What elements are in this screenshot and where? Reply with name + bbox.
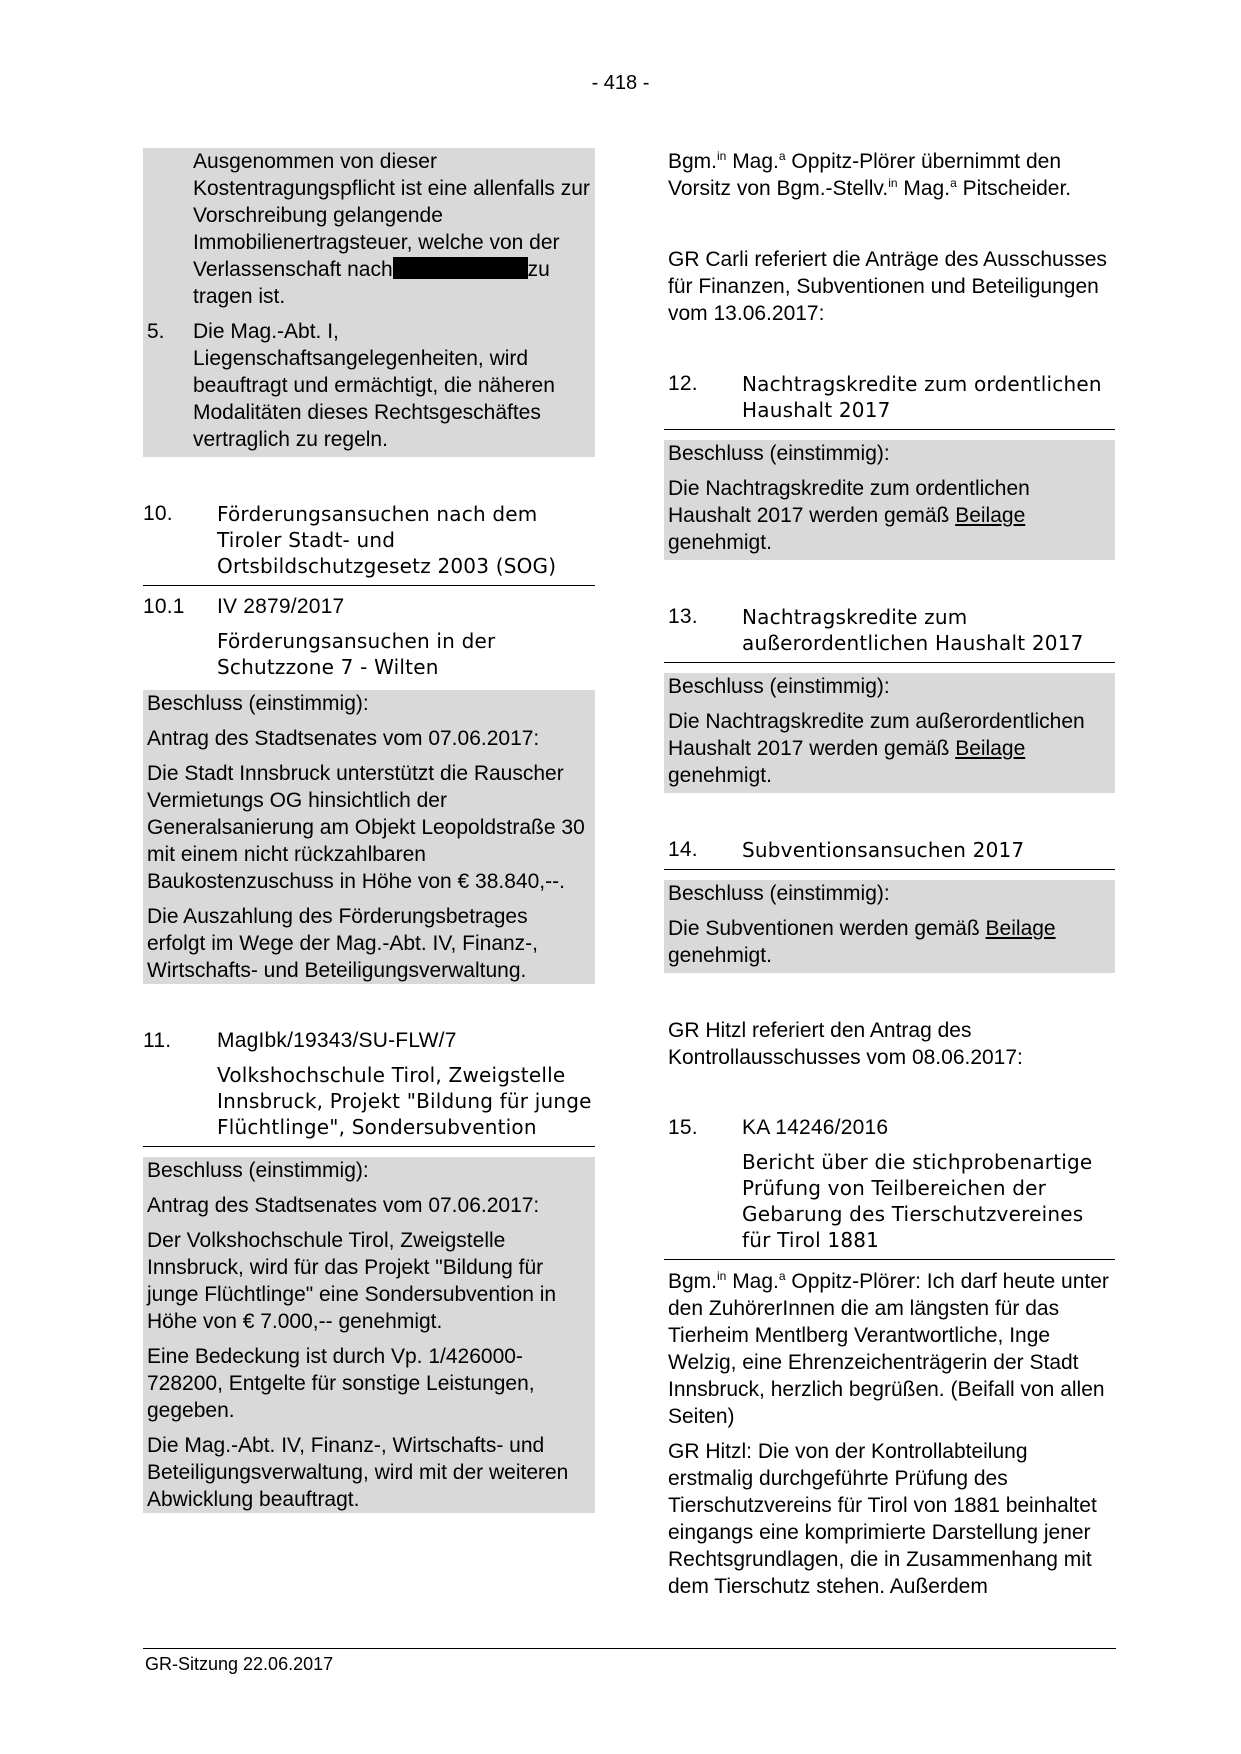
- section-14-heading: 14. Subventionsansuchen 2017: [668, 838, 1025, 862]
- section-10-1-ref: 10.1 IV 2879/2017: [143, 595, 345, 618]
- section-11-title: Volkshochschule Tirol, Zweigstelle Innsbruck, Projekt "Bildung für junge Flüchtlinge", Sondersubvention: [217, 1063, 592, 1139]
- decision-paragraph: Die Subventionen werden gemäß Beilage genehmigt.: [668, 917, 1056, 967]
- list-item-5: 5. Die Mag.-Abt. I, Liegenschaftsangelegenheiten, wird beauftragt und ermächtigt, die näheren Modalitäten dieses Rechtsgeschäftes vertraglich zu regeln.: [147, 320, 555, 451]
- section-10-decision-box: [143, 690, 595, 984]
- continued-decision-box: [143, 148, 595, 457]
- section-15-ref: 15. KA 14246/2016: [668, 1116, 889, 1139]
- footer-session-label: GR-Sitzung 22.06.2017: [145, 1654, 334, 1674]
- decision-label: Beschluss (einstimmig):: [668, 675, 890, 698]
- chair-handover-paragraph: Bgm.$^{in}$ Mag.$^a$ Oppitz-Plörer übernimmt den Vorsitz von Bgm.-Stellv.$^{in}$ Mag.$^a$ Pitscheider.: [668, 149, 1072, 200]
- motion-label: Antrag des Stadtsenates vom 07.06.2017:: [147, 1194, 540, 1217]
- speech-hitzl: GR Hitzl: Die von der Kontrollabteilung erstmalig durchgeführte Prüfung des Tierschutzvereins für Tirol von 1881 beinhaltet eingangs eine komprimierte Darstellung jener Rechtsgrundlagen, die in Zusammenhang mit dem Tierschutz stehen. Außerdem: [668, 1440, 1097, 1598]
- section-13-heading: 13. Nachtragskredite zum außerordentlichen Haushalt 2017: [668, 605, 1084, 655]
- section-14-decision-box: [664, 880, 1115, 973]
- section-12-decision-box: [664, 440, 1115, 560]
- section-11-decision-box: [143, 1157, 595, 1513]
- footer-divider: [143, 1648, 1116, 1649]
- decision-paragraph: Der Volkshochschule Tirol, Zweigstelle Innsbruck, wird für das Projekt "Bildung für junge Flüchtlinge" eine Sondersubvention in Höhe von € 7.000,-- genehmigt.: [147, 1229, 557, 1333]
- decision-label: Beschluss (einstimmig):: [147, 692, 369, 715]
- decision-paragraph: Die Mag.-Abt. IV, Finanz-, Wirtschafts- und Beteiligungsverwaltung, wird mit der weiteren Abwicklung beauftragt.: [147, 1434, 569, 1511]
- page-number: - 418 -: [591, 72, 650, 94]
- speech-bgm: Bgm.$^{in}$ Mag.$^a$ Oppitz-Plörer: Ich darf heute unter den ZuhörerInnen die am längsten für das Tierheim Mentlberg Verantwortliche, Inge Welzig, eine Ehrenzeichenträgerin der Stadt Innsbruck, herzlich begrüßen. (Beifall von allen Seiten): [668, 1269, 1109, 1428]
- attachment-link[interactable]: Beilage: [985, 917, 1056, 940]
- right-column: [664, 148, 1115, 1600]
- decision-paragraph: Eine Bedeckung ist durch Vp. 1/426000-728200, Entgelte für sonstige Leistungen, gegeben.: [147, 1345, 535, 1422]
- section-10-1-title: Förderungsansuchen in der Schutzzone 7 - Wilten: [217, 629, 496, 679]
- section-12-heading: 12. Nachtragskredite zum ordentlichen Haushalt 2017: [668, 372, 1102, 422]
- section-15-title: Bericht über die stichprobenartige Prüfung von Teilbereichen der Gebarung des Tierschutzvereines für Tirol 1881: [742, 1150, 1093, 1252]
- decision-paragraph: Die Stadt Innsbruck unterstützt die Rauscher Vermietungs OG hinsichtlich der Generalsanierung am Objekt Leopoldstraße 30 mit einem nicht rückzahlbaren Baukostenzuschuss in Höhe von € 38.840,--.: [147, 762, 585, 893]
- hitzl-intro-paragraph: GR Hitzl referiert den Antrag des Kontrollausschusses vom 08.06.2017:: [668, 1019, 1023, 1069]
- decision-label: Beschluss (einstimmig):: [668, 882, 890, 905]
- decision-paragraph: Die Auszahlung des Förderungsbetrages erfolgt im Wege der Mag.-Abt. IV, Finanz-, Wirtschafts- und Beteiligungsverwaltung.: [147, 905, 539, 982]
- carli-intro-paragraph: GR Carli referiert die Anträge des Ausschusses für Finanzen, Subventionen und Beteiligungen vom 13.06.2017:: [668, 248, 1107, 325]
- section-10-heading: 10. Förderungsansuchen nach dem Tiroler Stadt- und Ortsbildschutzgesetz 2003 (SOG): [143, 502, 557, 578]
- section-11-ref: 11. MagIbk/19343/SU-FLW/7: [143, 1029, 457, 1052]
- motion-label: Antrag des Stadtsenates vom 07.06.2017:: [147, 727, 540, 750]
- attachment-link[interactable]: Beilage: [955, 504, 1026, 527]
- redaction-bar: [393, 257, 528, 279]
- decision-paragraph: Die Nachtragskredite zum ordentlichen Haushalt 2017 werden gemäß Beilage genehmigt.: [668, 477, 1030, 554]
- left-column: [143, 148, 595, 1513]
- attachment-link[interactable]: Beilage: [955, 737, 1026, 760]
- decision-label: Beschluss (einstimmig):: [147, 1159, 369, 1182]
- continued-paragraph: Ausgenommen von dieser Kostentragungspflicht ist eine allenfalls zur Vorschreibung gelangende Immobilienertragsteuer, welche von der Verlassenschaft nach zu tragen ist.: [193, 150, 590, 308]
- decision-paragraph: Die Nachtragskredite zum außerordentlichen Haushalt 2017 werden gemäß Beilage genehmigt.: [668, 710, 1085, 787]
- section-13-decision-box: [664, 673, 1115, 793]
- decision-label: Beschluss (einstimmig):: [668, 442, 890, 465]
